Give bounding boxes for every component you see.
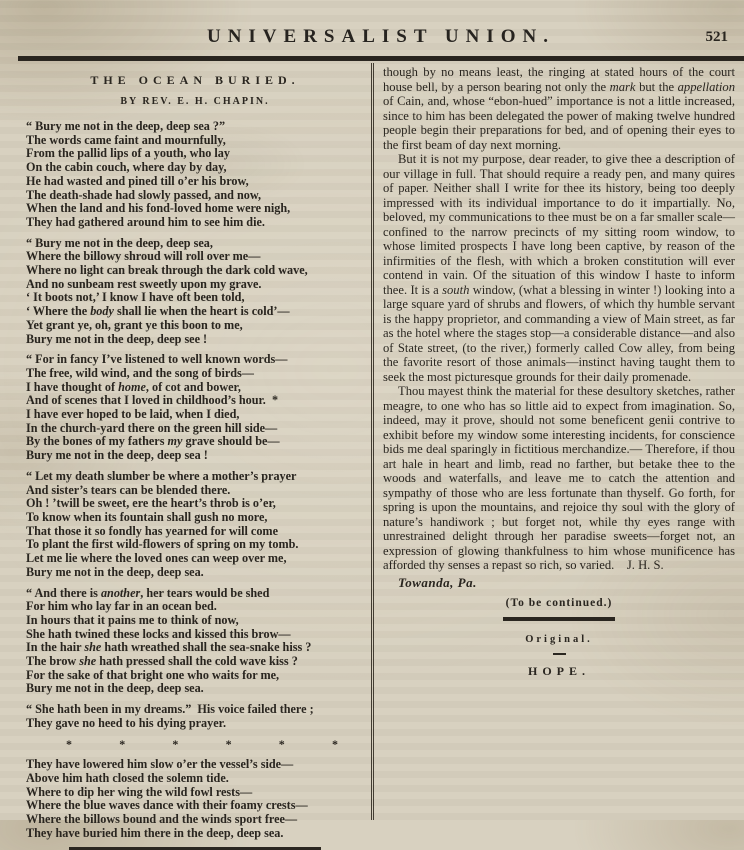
poem-line: Where the billows bound and the winds sport free— xyxy=(26,812,298,827)
poem-line: Where to dip her wing the wild fowl rests— xyxy=(26,784,253,799)
header-rule xyxy=(18,56,744,61)
poem-line: When the land and his fond-loved home were nigh, xyxy=(26,201,291,216)
poem-line: And no sunbeam rest sweetly upon my grave. xyxy=(26,276,262,291)
poem-line: To plant the first wild-flowers of spring on my tomb. xyxy=(26,537,299,552)
page-number: 521 xyxy=(705,29,728,45)
poem-line: Bury me not in the deep, deep sea. xyxy=(26,681,204,696)
poem-line: They have buried him there in the deep, deep sea. xyxy=(26,825,284,840)
poem-line: She hath twined these locks and kissed this brow— xyxy=(26,626,291,641)
paragraph: But it is not my purpose, dear reader, to give thee a description of our village in full. That should require a ready pen, and many quires of paper. Neither shall I write for thee its history, being too deeply impressed with its individual importance to do it impartially. No, beloved, my communications to thee must be on a far smaller scale—confined to the narrow precincts of my sitting room window, to whose limited prospects I have long been captive, by reason of the infirmities of the flesh, with which a broken constitution will ever contend in vain. Of the situation of this window I haste to inform thee. It is a south window, (what a blessing in winter !) looking into a large square yard of shrubs and flowers, of which thy humble servant is the happy proprietor, and commanding a view of Main street, as far as the hotel where the stages stop—a considerable distance—and also of State street, (to the river,) formerly called Cow alley, from being the favorite resort of those animals—instinct having taught them to seek the most picturesque grounds for their daily promenade. xyxy=(383,152,735,384)
poem-line: That those it so fondly has yearned for will come xyxy=(26,523,278,538)
poem-byline: BY REV. E. H. CHAPIN. xyxy=(120,96,270,107)
poem-line: The free, wild wind, and the song of birds— xyxy=(26,365,254,380)
section-divider-rule xyxy=(503,617,615,621)
right-column xyxy=(374,63,744,820)
poem-stanza xyxy=(26,353,364,463)
poem-line: ‘ Where the body shall lie when the heart is cold’— xyxy=(26,304,290,319)
asterisk: * xyxy=(66,736,72,751)
poem-stanza xyxy=(26,703,364,730)
asterisk-separator xyxy=(26,738,364,752)
small-divider-rule xyxy=(553,653,566,655)
poem xyxy=(26,120,364,840)
poem-line: By the bones of my fathers my grave should be— xyxy=(26,434,280,449)
next-article-title: HOPE. xyxy=(527,663,590,678)
poem-line: Where the blue waves dance with their foamy crests— xyxy=(26,798,308,813)
poem-line: The words came faint and mournfully, xyxy=(26,132,226,147)
asterisk: * xyxy=(225,736,232,751)
poem-line: “ She hath been in my dreams.” His voice failed there ; xyxy=(26,702,314,717)
poem-line: Yet grant ye, oh, grant ye this boon to me, xyxy=(26,317,243,332)
poem-line: Bury me not in the deep, deep sea. xyxy=(26,564,204,579)
poem-line: For the sake of that bright one who waits for me, xyxy=(26,667,280,682)
poem-line: The death-shade had slowly passed, and now, xyxy=(26,187,262,202)
paragraph: Thou mayest think the material for these desultory sketches, rather meagre, to one who has so little aid to expect from imagination. So, indeed, may it prove, should not some beneficent genii contrive to exhibit before my window some interesting incidents, for conscience bids me deal sparingly in fictitious merchandize.— Therefore, if thou art hale in heart and limb, read no farther, but betake thee to the woods and waterfalls, and leave me to catch the attention and sympathy of those who are less fortunate than thyself. Go forth, for spring is upon the mountains, and rejoice thy soul with the glory of nature’s handiwork ; but forget not, while thy eyes range with unrestrained delight through her paradise sweets—forget not, an expression of glowing thankfulness to him whose munificence has afforded thy senses a repast so rich, so varied. J. H. S. xyxy=(383,384,735,572)
prose xyxy=(383,65,735,573)
dateline-location: Towanda, Pa. xyxy=(398,574,477,590)
poem-line: And sister’s tears can be blended there. xyxy=(26,482,231,497)
to-be-continued-note: (To be continued.) xyxy=(505,596,613,609)
poem-stanza xyxy=(26,758,364,840)
two-column-layout xyxy=(18,63,744,840)
asterisk: * xyxy=(278,736,285,751)
poem-line: I have thought of home, of cot and bower, xyxy=(26,379,241,394)
poem-line: The brow she hath pressed shall the cold wave kiss ? xyxy=(26,654,298,669)
poem-line: On the cabin couch, where day by day, xyxy=(26,160,227,175)
poem-line: “ For in fancy I’ve listened to well known words— xyxy=(26,352,288,367)
poem-line: “ And there is another, her tears would be shed xyxy=(26,585,270,600)
poem-line: In the hair she hath wreathed shall the sea-snake hiss ? xyxy=(26,640,312,655)
poem-line: “ Let my death slumber be where a mother’s prayer xyxy=(26,468,297,483)
masthead-title: UNIVERSALIST UNION. xyxy=(206,26,556,47)
poem-line: Let me lie where the loved ones can weep over me, xyxy=(26,551,287,566)
poem-line: Bury me not in the deep, deep see ! xyxy=(26,331,208,346)
poem-stanza xyxy=(26,587,364,697)
poem-line: Bury me not in the deep, deep sea ! xyxy=(26,448,208,463)
poem-stanza xyxy=(26,120,364,230)
asterisk: * xyxy=(331,736,338,751)
left-column xyxy=(18,63,370,840)
poem-line: “ Bury me not in the deep, deep sea, xyxy=(26,235,213,250)
poem-line: To know when its fountain shall gush no more, xyxy=(26,509,268,524)
poem-line: From the pallid lips of a youth, who lay xyxy=(26,146,230,161)
poem-line: I have ever hoped to be laid, when I died, xyxy=(26,407,240,422)
poem-line: And of scenes that I loved in childhood’s hour. * xyxy=(26,393,279,408)
poem-line: ‘ It boots not,’ I know I have oft been told, xyxy=(26,290,245,305)
poem-line: For him who lay far in an ocean bed. xyxy=(26,599,217,614)
paragraph: though by no means least, the ringing at stated hours of the court house bell, by a person bearing not only the mark but the appellation of Cain, and, whose “ebon-hued” importance is not a little increased, since to him has been delegated the power of making twelve hundred people begin their preparations for bed, and of opening their eyes to the first beam of day next morning. xyxy=(383,65,735,152)
poem-line: Where no light can break through the dark cold wave, xyxy=(26,263,308,278)
poem-stanza xyxy=(26,470,364,580)
poem-line: In the church-yard there on the green hill side— xyxy=(26,420,278,435)
poem-line: Above him hath closed the solemn tide. xyxy=(26,770,229,785)
poem-line: They had gathered around him to see him die. xyxy=(26,214,265,229)
poem-title: THE OCEAN BURIED. xyxy=(90,73,300,87)
poem-line: They have lowered him slow o’er the vessel’s side— xyxy=(26,757,294,772)
page-header xyxy=(18,26,744,52)
poem-stanza xyxy=(26,237,364,347)
poem-line: Where the billowy shroud will roll over me— xyxy=(26,249,261,264)
section-label-original: Original. xyxy=(525,633,593,645)
poem-line: They gave no heed to his dying prayer. xyxy=(26,715,226,730)
asterisk: * xyxy=(172,736,179,751)
poem-line: In hours that it pains me to think of now, xyxy=(26,612,239,627)
asterisk: * xyxy=(119,736,126,751)
poem-line: “ Bury me not in the deep, deep sea ?” xyxy=(26,119,226,133)
poem-line: Oh ! ’twill be sweet, ere the heart’s throb is o’er, xyxy=(26,496,276,511)
poem-line: He had wasted and pined till o’er his brow, xyxy=(26,173,249,188)
